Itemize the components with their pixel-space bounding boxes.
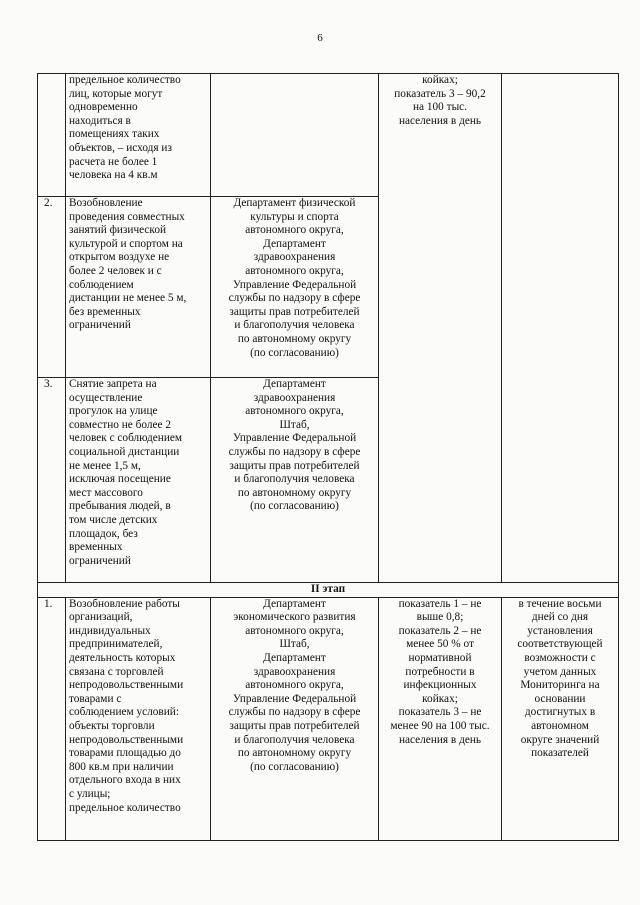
responsible-cell <box>211 74 379 197</box>
page-number: 6 <box>317 32 323 44</box>
responsible-cell: Департамент экономического развития автономного округа, Штаб, Департамент здравоохранения автономного округа, Управление Федеральной службы по надзору в сфере защиты прав потребителей и благополучия человека по автономному округу (по согласованию) <box>211 597 379 840</box>
row-number <box>38 74 66 197</box>
table-row <box>38 597 619 840</box>
measure-cell: предельное количество лиц, которые могут одновременно находиться в помещениях таких объектов, – исходя из расчета не более 1 человека на 4 кв.м <box>66 74 211 197</box>
responsible-cell: Департамент здравоохранения автономного округа, Штаб, Управление Федеральной службы по надзору в сфере защиты прав потребителей и благополучия человека по автономному округу (по согласованию) <box>211 378 379 583</box>
terms-cell <box>502 74 619 583</box>
measures-table <box>37 73 619 841</box>
responsible-cell: Департамент физической культуры и спорта автономного округа, Департамент здравоохранения автономного округа, Управление Федеральной службы по надзору в сфере защиты прав потребителей и благополучия человека по автономному округу (по согласованию) <box>211 197 379 378</box>
measure-cell: Снятие запрета на осуществление прогулок на улице совместно не более 2 человек с соблюдением социальной дистанции не менее 1,5 м, исключая посещение мест массового пребывания людей, в том числе детских площадок, без временных ограничений <box>66 378 211 583</box>
table-row <box>38 74 619 197</box>
row-number: 2. <box>38 197 66 378</box>
terms-cell: в течение восьми дней со дня установления соответствующей возможности с учетом данных Мониторинга на основании достигнутых в автономном округе значений показателей <box>502 597 619 840</box>
stage-header-row <box>38 583 619 598</box>
indicators-cell: показатель 1 – не выше 0,8; показатель 2 – не менее 50 % от нормативной потребности в инфекционных койках; показатель 3 – не менее 90 на 100 тыс. населения в день <box>379 597 502 840</box>
measure-cell: Возобновление работы организаций, индивидуальных предпринимателей, деятельность которых связана с торговлей непродовольственными товарами с соблюдением условий: объекты торговли непродовольственными товарами площадью до 800 кв.м при наличии отдельного входа в них с улицы; предельное количество <box>66 597 211 840</box>
measure-cell: Возобновление проведения совместных занятий физической культурой и спортом на открытом воздухе не более 2 человек и с соблюдением дистанции не менее 5 м, без временных ограничений <box>66 197 211 378</box>
row-number: 3. <box>38 378 66 583</box>
stage-title: II этап <box>38 583 619 598</box>
row-number: 1. <box>38 597 66 840</box>
indicators-cell: койках; показатель 3 – 90,2 на 100 тыс. населения в день <box>379 74 502 583</box>
